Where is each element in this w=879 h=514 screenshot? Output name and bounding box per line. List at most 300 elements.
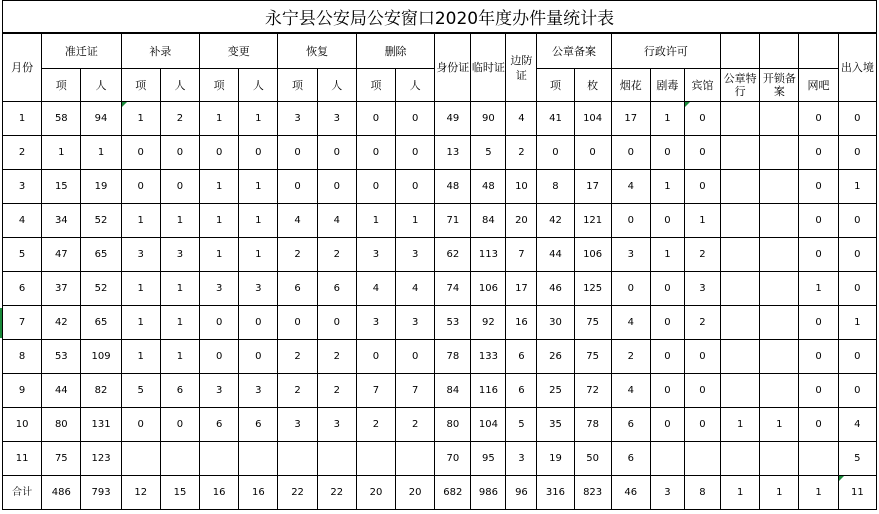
subheader-qz-ren[interactable]: 人 bbox=[81, 69, 121, 102]
cell-ksba[interactable] bbox=[760, 204, 799, 238]
cell-bg2[interactable] bbox=[684, 442, 720, 476]
subheader-bl-xiang[interactable]: 项 bbox=[121, 69, 160, 102]
cell-jd[interactable]: 0 bbox=[650, 204, 684, 238]
header-blank-3[interactable] bbox=[799, 34, 838, 69]
cell-month[interactable]: 1 bbox=[3, 102, 42, 136]
cell-hf_r[interactable]: 0 bbox=[317, 170, 356, 204]
cell-lsz[interactable]: 90 bbox=[471, 102, 506, 136]
cell-bfz[interactable]: 6 bbox=[506, 374, 537, 408]
cell-sfz[interactable]: 53 bbox=[435, 306, 471, 340]
cell-sc_r[interactable]: 1 bbox=[396, 204, 435, 238]
cell-bg_x[interactable]: 1 bbox=[200, 170, 239, 204]
cell-gz_m[interactable]: 75 bbox=[574, 340, 611, 374]
cell-yh[interactable]: 4 bbox=[611, 306, 650, 340]
cell-bl_x[interactable]: 0 bbox=[121, 136, 160, 170]
cell-ksba[interactable] bbox=[760, 136, 799, 170]
cell-bg2[interactable]: 2 bbox=[684, 238, 720, 272]
cell-bg_r[interactable]: 1 bbox=[239, 170, 278, 204]
cell-lsz[interactable]: 48 bbox=[471, 170, 506, 204]
cell-hf_r[interactable]: 0 bbox=[317, 136, 356, 170]
cell-gztx[interactable] bbox=[721, 102, 760, 136]
cell-bl_x[interactable]: 0 bbox=[121, 408, 160, 442]
cell-gztx[interactable] bbox=[721, 374, 760, 408]
cell-yh[interactable]: 3 bbox=[611, 238, 650, 272]
cell-hf_r[interactable]: 6 bbox=[317, 272, 356, 306]
cell-gztx[interactable] bbox=[721, 442, 760, 476]
cell-gz_m[interactable]: 75 bbox=[574, 306, 611, 340]
cell-lsz[interactable]: 116 bbox=[471, 374, 506, 408]
cell-jd[interactable]: 1 bbox=[650, 170, 684, 204]
cell-lsz[interactable]: 104 bbox=[471, 408, 506, 442]
cell-ksba[interactable]: 1 bbox=[760, 476, 799, 510]
cell-hf_r[interactable]: 3 bbox=[317, 102, 356, 136]
cell-month[interactable]: 10 bbox=[3, 408, 42, 442]
cell-qz_r[interactable]: 65 bbox=[81, 306, 121, 340]
cell-lsz[interactable]: 106 bbox=[471, 272, 506, 306]
cell-bl_x[interactable]: 1 bbox=[121, 204, 160, 238]
cell-qz_r[interactable]: 131 bbox=[81, 408, 121, 442]
cell-bg2[interactable]: 1 bbox=[684, 204, 720, 238]
cell-hf_x[interactable]: 2 bbox=[278, 238, 317, 272]
cell-jd[interactable]: 0 bbox=[650, 374, 684, 408]
cell-sc_x[interactable]: 20 bbox=[356, 476, 395, 510]
cell-gztx[interactable]: 1 bbox=[721, 408, 760, 442]
cell-qz_x[interactable]: 80 bbox=[42, 408, 81, 442]
cell-bfz[interactable]: 2 bbox=[506, 136, 537, 170]
cell-gztx[interactable] bbox=[721, 136, 760, 170]
cell-month[interactable]: 11 bbox=[3, 442, 42, 476]
cell-jd[interactable]: 0 bbox=[650, 408, 684, 442]
cell-gz_m[interactable]: 17 bbox=[574, 170, 611, 204]
subheader-sc-ren[interactable]: 人 bbox=[396, 69, 435, 102]
cell-bl_x[interactable]: 1 bbox=[121, 340, 160, 374]
cell-sc_r[interactable]: 0 bbox=[396, 102, 435, 136]
cell-gz_m[interactable]: 78 bbox=[574, 408, 611, 442]
cell-gztx[interactable] bbox=[721, 170, 760, 204]
cell-bl_x[interactable]: 0 bbox=[121, 170, 160, 204]
cell-gz_m[interactable]: 823 bbox=[574, 476, 611, 510]
subheader-gz-mei[interactable]: 枚 bbox=[574, 69, 611, 102]
cell-wb[interactable]: 0 bbox=[799, 340, 838, 374]
cell-sc_r[interactable]: 0 bbox=[396, 136, 435, 170]
cell-sc_r[interactable] bbox=[396, 442, 435, 476]
cell-yh[interactable]: 46 bbox=[611, 476, 650, 510]
cell-sc_x[interactable]: 0 bbox=[356, 170, 395, 204]
cell-sfz[interactable]: 84 bbox=[435, 374, 471, 408]
cell-gztx[interactable]: 1 bbox=[721, 476, 760, 510]
subheader-kaisuo-beian[interactable]: 开锁备案 bbox=[760, 69, 799, 102]
subheader-wangba[interactable]: 网吧 bbox=[799, 69, 838, 102]
cell-month[interactable]: 5 bbox=[3, 238, 42, 272]
cell-bl_x[interactable]: 5 bbox=[121, 374, 160, 408]
cell-hf_r[interactable]: 3 bbox=[317, 408, 356, 442]
cell-hf_x[interactable] bbox=[278, 442, 317, 476]
cell-qz_r[interactable]: 793 bbox=[81, 476, 121, 510]
cell-month[interactable]: 6 bbox=[3, 272, 42, 306]
cell-bl_r[interactable]: 6 bbox=[160, 374, 199, 408]
cell-bg2[interactable]: 0 bbox=[684, 340, 720, 374]
cell-bg2[interactable]: 0 bbox=[684, 408, 720, 442]
cell-bl_r[interactable]: 1 bbox=[160, 340, 199, 374]
cell-bg_x[interactable]: 0 bbox=[200, 306, 239, 340]
cell-hf_r[interactable]: 2 bbox=[317, 340, 356, 374]
cell-yh[interactable]: 6 bbox=[611, 442, 650, 476]
cell-gz_x[interactable]: 0 bbox=[537, 136, 574, 170]
cell-bg_r[interactable]: 0 bbox=[239, 136, 278, 170]
cell-crj[interactable]: 0 bbox=[838, 374, 876, 408]
cell-jd[interactable]: 0 bbox=[650, 136, 684, 170]
subheader-bg-ren[interactable]: 人 bbox=[239, 69, 278, 102]
header-bulu[interactable]: 补录 bbox=[121, 34, 199, 69]
cell-sc_x[interactable]: 2 bbox=[356, 408, 395, 442]
cell-wb[interactable]: 0 bbox=[799, 204, 838, 238]
cell-yh[interactable]: 17 bbox=[611, 102, 650, 136]
header-month[interactable]: 月份 bbox=[3, 34, 42, 102]
cell-sc_r[interactable]: 7 bbox=[396, 374, 435, 408]
subheader-gongzhang-texing[interactable]: 公章特行 bbox=[721, 69, 760, 102]
header-bianfangzheng[interactable]: 边防证 bbox=[506, 34, 537, 102]
cell-ksba[interactable] bbox=[760, 102, 799, 136]
cell-month[interactable]: 9 bbox=[3, 374, 42, 408]
cell-hf_r[interactable]: 4 bbox=[317, 204, 356, 238]
cell-bg_r[interactable]: 1 bbox=[239, 204, 278, 238]
cell-wb[interactable]: 0 bbox=[799, 408, 838, 442]
cell-gz_x[interactable]: 42 bbox=[537, 204, 574, 238]
cell-hf_x[interactable]: 3 bbox=[278, 102, 317, 136]
cell-crj[interactable]: 0 bbox=[838, 136, 876, 170]
cell-jd[interactable] bbox=[650, 442, 684, 476]
cell-ksba[interactable] bbox=[760, 374, 799, 408]
cell-sfz[interactable]: 48 bbox=[435, 170, 471, 204]
cell-gz_m[interactable]: 72 bbox=[574, 374, 611, 408]
cell-bl_r[interactable] bbox=[160, 442, 199, 476]
cell-bl_r[interactable]: 1 bbox=[160, 306, 199, 340]
cell-bfz[interactable]: 16 bbox=[506, 306, 537, 340]
cell-sc_r[interactable]: 0 bbox=[396, 170, 435, 204]
cell-yh[interactable]: 2 bbox=[611, 340, 650, 374]
subheader-hf-xiang[interactable]: 项 bbox=[278, 69, 317, 102]
cell-bl_r[interactable]: 0 bbox=[160, 408, 199, 442]
cell-ksba[interactable]: 1 bbox=[760, 408, 799, 442]
cell-bg_r[interactable]: 3 bbox=[239, 272, 278, 306]
cell-jd[interactable]: 1 bbox=[650, 102, 684, 136]
cell-bg_x[interactable]: 0 bbox=[200, 340, 239, 374]
cell-sc_r[interactable]: 20 bbox=[396, 476, 435, 510]
cell-bg_x[interactable]: 1 bbox=[200, 204, 239, 238]
cell-bfz[interactable]: 96 bbox=[506, 476, 537, 510]
cell-qz_x[interactable]: 486 bbox=[42, 476, 81, 510]
header-gongzhang-beian[interactable]: 公章备案 bbox=[537, 34, 611, 69]
cell-wb[interactable]: 1 bbox=[799, 272, 838, 306]
cell-wb[interactable]: 0 bbox=[799, 136, 838, 170]
cell-bl_r[interactable]: 15 bbox=[160, 476, 199, 510]
cell-gz_x[interactable]: 30 bbox=[537, 306, 574, 340]
cell-lsz[interactable]: 986 bbox=[471, 476, 506, 510]
cell-hf_x[interactable]: 3 bbox=[278, 408, 317, 442]
header-blank-2[interactable] bbox=[760, 34, 799, 69]
cell-wb[interactable] bbox=[799, 442, 838, 476]
cell-sfz[interactable]: 80 bbox=[435, 408, 471, 442]
cell-bl_x[interactable] bbox=[121, 442, 160, 476]
cell-bg_r[interactable]: 1 bbox=[239, 102, 278, 136]
cell-gztx[interactable] bbox=[721, 340, 760, 374]
cell-bg_r[interactable]: 0 bbox=[239, 340, 278, 374]
cell-sfz[interactable]: 682 bbox=[435, 476, 471, 510]
cell-qz_x[interactable]: 44 bbox=[42, 374, 81, 408]
subheader-bl-ren[interactable]: 人 bbox=[160, 69, 199, 102]
cell-hf_x[interactable]: 0 bbox=[278, 170, 317, 204]
cell-sc_x[interactable]: 0 bbox=[356, 136, 395, 170]
header-shenfenzheng[interactable]: 身份证 bbox=[435, 34, 471, 102]
cell-bg_x[interactable]: 1 bbox=[200, 102, 239, 136]
cell-sc_r[interactable]: 0 bbox=[396, 340, 435, 374]
cell-bfz[interactable]: 5 bbox=[506, 408, 537, 442]
cell-gz_x[interactable]: 25 bbox=[537, 374, 574, 408]
cell-month[interactable]: 8 bbox=[3, 340, 42, 374]
cell-bg2[interactable]: 0 bbox=[684, 374, 720, 408]
cell-sc_x[interactable]: 3 bbox=[356, 238, 395, 272]
cell-bg_x[interactable]: 16 bbox=[200, 476, 239, 510]
cell-bl_r[interactable]: 1 bbox=[160, 272, 199, 306]
cell-jd[interactable]: 0 bbox=[650, 272, 684, 306]
cell-lsz[interactable]: 5 bbox=[471, 136, 506, 170]
cell-gz_x[interactable]: 46 bbox=[537, 272, 574, 306]
cell-bl_x[interactable]: 1 bbox=[121, 306, 160, 340]
cell-qz_x[interactable]: 15 bbox=[42, 170, 81, 204]
cell-bg2[interactable]: 2 bbox=[684, 306, 720, 340]
cell-qz_r[interactable]: 52 bbox=[81, 204, 121, 238]
cell-gz_x[interactable]: 35 bbox=[537, 408, 574, 442]
cell-qz_r[interactable]: 82 bbox=[81, 374, 121, 408]
cell-yh[interactable]: 4 bbox=[611, 374, 650, 408]
cell-ksba[interactable] bbox=[760, 442, 799, 476]
cell-bg_r[interactable]: 0 bbox=[239, 306, 278, 340]
cell-bg_x[interactable]: 0 bbox=[200, 136, 239, 170]
cell-sfz[interactable]: 62 bbox=[435, 238, 471, 272]
cell-sc_r[interactable]: 2 bbox=[396, 408, 435, 442]
subheader-hf-ren[interactable]: 人 bbox=[317, 69, 356, 102]
cell-wb[interactable]: 0 bbox=[799, 102, 838, 136]
cell-hf_r[interactable]: 2 bbox=[317, 374, 356, 408]
subheader-bg-xiang[interactable]: 项 bbox=[200, 69, 239, 102]
cell-crj[interactable]: 4 bbox=[838, 408, 876, 442]
cell-wb[interactable]: 0 bbox=[799, 170, 838, 204]
cell-bl_x[interactable]: 3 bbox=[121, 238, 160, 272]
cell-hf_x[interactable]: 4 bbox=[278, 204, 317, 238]
cell-qz_r[interactable]: 1 bbox=[81, 136, 121, 170]
cell-bfz[interactable]: 10 bbox=[506, 170, 537, 204]
cell-bfz[interactable]: 17 bbox=[506, 272, 537, 306]
cell-sfz[interactable]: 13 bbox=[435, 136, 471, 170]
cell-yh[interactable]: 0 bbox=[611, 136, 650, 170]
cell-crj[interactable]: 0 bbox=[838, 272, 876, 306]
cell-gz_x[interactable]: 316 bbox=[537, 476, 574, 510]
cell-qz_x[interactable]: 53 bbox=[42, 340, 81, 374]
cell-month[interactable]: 3 bbox=[3, 170, 42, 204]
cell-hf_r[interactable]: 0 bbox=[317, 306, 356, 340]
subheader-sc-xiang[interactable]: 项 bbox=[356, 69, 395, 102]
cell-qz_r[interactable]: 109 bbox=[81, 340, 121, 374]
cell-wb[interactable]: 0 bbox=[799, 374, 838, 408]
header-churujing[interactable]: 出入境 bbox=[838, 34, 876, 102]
cell-hf_x[interactable]: 0 bbox=[278, 306, 317, 340]
cell-bg2[interactable]: 0 bbox=[684, 102, 720, 136]
cell-month[interactable]: 4 bbox=[3, 204, 42, 238]
cell-lsz[interactable]: 84 bbox=[471, 204, 506, 238]
cell-yh[interactable]: 4 bbox=[611, 170, 650, 204]
cell-qz_x[interactable]: 42 bbox=[42, 306, 81, 340]
subheader-qz-xiang[interactable]: 项 bbox=[42, 69, 81, 102]
cell-bg_r[interactable]: 1 bbox=[239, 238, 278, 272]
cell-qz_r[interactable]: 19 bbox=[81, 170, 121, 204]
header-huifu[interactable]: 恢复 bbox=[278, 34, 356, 69]
cell-hf_r[interactable]: 22 bbox=[317, 476, 356, 510]
cell-sc_r[interactable]: 4 bbox=[396, 272, 435, 306]
cell-qz_x[interactable]: 1 bbox=[42, 136, 81, 170]
cell-jd[interactable]: 0 bbox=[650, 340, 684, 374]
cell-crj[interactable]: 1 bbox=[838, 170, 876, 204]
cell-qz_x[interactable]: 58 bbox=[42, 102, 81, 136]
cell-bfz[interactable]: 4 bbox=[506, 102, 537, 136]
cell-jd[interactable]: 1 bbox=[650, 238, 684, 272]
cell-bl_x[interactable]: 1 bbox=[121, 102, 160, 136]
cell-lsz[interactable]: 133 bbox=[471, 340, 506, 374]
cell-gz_x[interactable]: 44 bbox=[537, 238, 574, 272]
cell-gztx[interactable] bbox=[721, 204, 760, 238]
cell-yh[interactable]: 6 bbox=[611, 408, 650, 442]
cell-qz_r[interactable]: 65 bbox=[81, 238, 121, 272]
cell-month[interactable]: 7 bbox=[3, 306, 42, 340]
cell-crj[interactable]: 0 bbox=[838, 340, 876, 374]
cell-ksba[interactable] bbox=[760, 272, 799, 306]
cell-gztx[interactable] bbox=[721, 272, 760, 306]
cell-bg_x[interactable]: 3 bbox=[200, 272, 239, 306]
cell-sc_x[interactable]: 0 bbox=[356, 102, 395, 136]
cell-lsz[interactable]: 95 bbox=[471, 442, 506, 476]
cell-wb[interactable]: 1 bbox=[799, 476, 838, 510]
cell-crj[interactable]: 5 bbox=[838, 442, 876, 476]
cell-gz_x[interactable]: 8 bbox=[537, 170, 574, 204]
header-shanchu[interactable]: 删除 bbox=[356, 34, 434, 69]
cell-wb[interactable]: 0 bbox=[799, 306, 838, 340]
cell-bl_r[interactable]: 0 bbox=[160, 136, 199, 170]
subheader-binguan[interactable]: 宾馆 bbox=[684, 69, 720, 102]
subheader-judu[interactable]: 剧毒 bbox=[650, 69, 684, 102]
cell-bl_r[interactable]: 1 bbox=[160, 204, 199, 238]
cell-lsz[interactable]: 113 bbox=[471, 238, 506, 272]
cell-gz_m[interactable]: 0 bbox=[574, 136, 611, 170]
cell-bg_r[interactable]: 3 bbox=[239, 374, 278, 408]
cell-qz_x[interactable]: 75 bbox=[42, 442, 81, 476]
cell-yh[interactable]: 0 bbox=[611, 204, 650, 238]
cell-bg2[interactable]: 3 bbox=[684, 272, 720, 306]
cell-gz_x[interactable]: 19 bbox=[537, 442, 574, 476]
cell-jd[interactable]: 0 bbox=[650, 306, 684, 340]
cell-gz_m[interactable]: 125 bbox=[574, 272, 611, 306]
cell-gz_m[interactable]: 50 bbox=[574, 442, 611, 476]
cell-yh[interactable]: 0 bbox=[611, 272, 650, 306]
cell-bg_x[interactable]: 1 bbox=[200, 238, 239, 272]
cell-sfz[interactable]: 78 bbox=[435, 340, 471, 374]
cell-gz_m[interactable]: 121 bbox=[574, 204, 611, 238]
cell-sfz[interactable]: 71 bbox=[435, 204, 471, 238]
cell-bg_x[interactable]: 6 bbox=[200, 408, 239, 442]
cell-crj[interactable]: 0 bbox=[838, 238, 876, 272]
cell-sc_x[interactable] bbox=[356, 442, 395, 476]
cell-ksba[interactable] bbox=[760, 238, 799, 272]
cell-bg_r[interactable] bbox=[239, 442, 278, 476]
cell-month[interactable]: 合计 bbox=[3, 476, 42, 510]
cell-wb[interactable]: 0 bbox=[799, 238, 838, 272]
cell-bfz[interactable]: 7 bbox=[506, 238, 537, 272]
cell-qz_x[interactable]: 37 bbox=[42, 272, 81, 306]
cell-sfz[interactable]: 49 bbox=[435, 102, 471, 136]
cell-qz_r[interactable]: 52 bbox=[81, 272, 121, 306]
cell-bfz[interactable]: 20 bbox=[506, 204, 537, 238]
cell-sc_r[interactable]: 3 bbox=[396, 238, 435, 272]
cell-ksba[interactable] bbox=[760, 170, 799, 204]
cell-bg_x[interactable] bbox=[200, 442, 239, 476]
cell-crj[interactable]: 0 bbox=[838, 102, 876, 136]
header-linshizheng[interactable]: 临时证 bbox=[471, 34, 506, 102]
cell-sc_r[interactable]: 3 bbox=[396, 306, 435, 340]
header-blank-1[interactable] bbox=[721, 34, 760, 69]
header-qianzhuan[interactable]: 准迁证 bbox=[42, 34, 121, 69]
cell-qz_x[interactable]: 47 bbox=[42, 238, 81, 272]
cell-hf_x[interactable]: 6 bbox=[278, 272, 317, 306]
cell-hf_x[interactable]: 22 bbox=[278, 476, 317, 510]
cell-bg2[interactable]: 0 bbox=[684, 136, 720, 170]
cell-qz_x[interactable]: 34 bbox=[42, 204, 81, 238]
cell-ksba[interactable] bbox=[760, 306, 799, 340]
cell-hf_x[interactable]: 2 bbox=[278, 340, 317, 374]
cell-qz_r[interactable]: 94 bbox=[81, 102, 121, 136]
cell-jd[interactable]: 3 bbox=[650, 476, 684, 510]
cell-crj[interactable]: 1 bbox=[838, 306, 876, 340]
cell-sc_x[interactable]: 1 bbox=[356, 204, 395, 238]
cell-month[interactable]: 2 bbox=[3, 136, 42, 170]
cell-bg2[interactable]: 0 bbox=[684, 170, 720, 204]
cell-sc_x[interactable]: 0 bbox=[356, 340, 395, 374]
cell-sfz[interactable]: 74 bbox=[435, 272, 471, 306]
cell-crj[interactable]: 11 bbox=[838, 476, 876, 510]
cell-ksba[interactable] bbox=[760, 340, 799, 374]
cell-bg2[interactable]: 8 bbox=[684, 476, 720, 510]
cell-gztx[interactable] bbox=[721, 238, 760, 272]
cell-bl_r[interactable]: 2 bbox=[160, 102, 199, 136]
cell-qz_r[interactable]: 123 bbox=[81, 442, 121, 476]
cell-gz_x[interactable]: 26 bbox=[537, 340, 574, 374]
cell-hf_x[interactable]: 2 bbox=[278, 374, 317, 408]
cell-bfz[interactable]: 6 bbox=[506, 340, 537, 374]
cell-gz_m[interactable]: 106 bbox=[574, 238, 611, 272]
cell-bg_r[interactable]: 6 bbox=[239, 408, 278, 442]
cell-sc_x[interactable]: 3 bbox=[356, 306, 395, 340]
cell-bl_r[interactable]: 3 bbox=[160, 238, 199, 272]
cell-gz_m[interactable]: 104 bbox=[574, 102, 611, 136]
cell-bfz[interactable]: 3 bbox=[506, 442, 537, 476]
cell-bl_x[interactable]: 1 bbox=[121, 272, 160, 306]
cell-bg_x[interactable]: 3 bbox=[200, 374, 239, 408]
cell-bl_r[interactable]: 0 bbox=[160, 170, 199, 204]
cell-hf_x[interactable]: 0 bbox=[278, 136, 317, 170]
subheader-yanhua[interactable]: 烟花 bbox=[611, 69, 650, 102]
header-xingzheng-xuke[interactable]: 行政许可 bbox=[611, 34, 720, 69]
cell-sc_x[interactable]: 7 bbox=[356, 374, 395, 408]
cell-bg_r[interactable]: 16 bbox=[239, 476, 278, 510]
cell-hf_r[interactable]: 2 bbox=[317, 238, 356, 272]
header-biangeng[interactable]: 变更 bbox=[200, 34, 278, 69]
